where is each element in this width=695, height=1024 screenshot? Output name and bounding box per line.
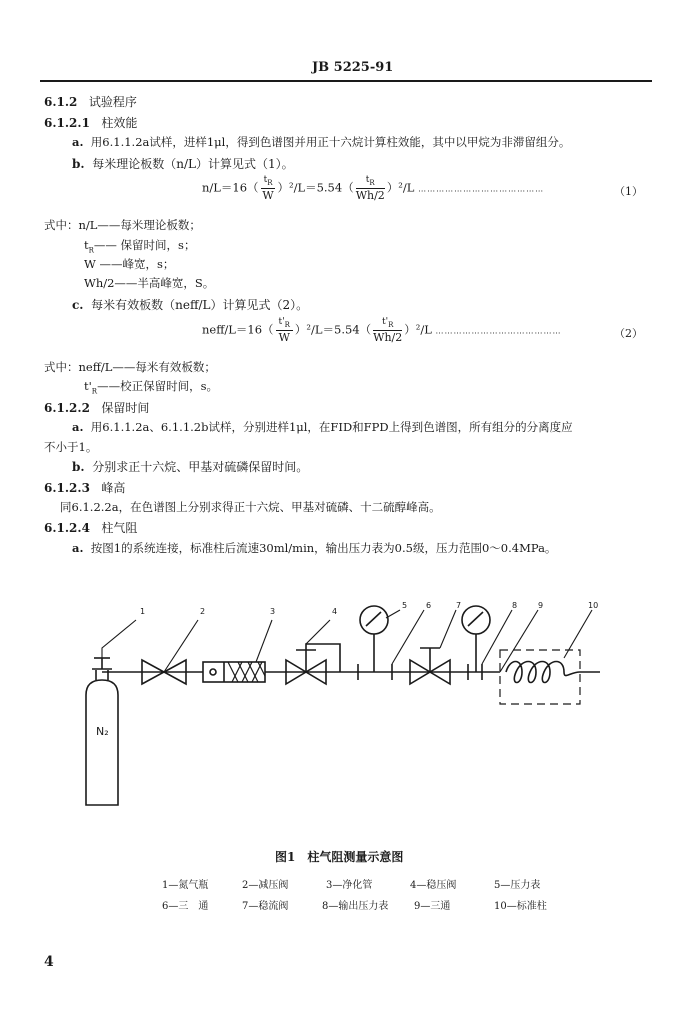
legend-item: 3—净化管: [326, 880, 373, 891]
legend-item: 5—压力表: [494, 880, 541, 891]
section-6-1-2-4: [44, 522, 137, 534]
legend-item: 4—稳压阀: [410, 880, 457, 891]
item-label: a.: [72, 135, 84, 149]
figure-1-schematic: [0, 590, 695, 850]
where-line-retention-time: $t_R——$ 保留时间，s；: [84, 238, 196, 255]
output-pressure-gauge-icon: [462, 606, 490, 672]
section-6-1-2-3: [44, 482, 125, 494]
equation-rhs: ）²/L: [404, 322, 432, 337]
figure-legend-row-1: [162, 881, 540, 891]
legend-item: 1—氮气瓶: [162, 880, 209, 891]
legend-item: 10—标准柱: [494, 901, 547, 912]
callout-2: 2: [200, 607, 206, 616]
equation-2: [202, 318, 562, 343]
section-title: 柱气阻: [101, 521, 138, 535]
section-6-1-2-2: [44, 402, 149, 414]
pressure-gauge-icon: [360, 606, 388, 672]
where-clause-2: [44, 362, 216, 374]
section-6-1-2: [44, 96, 137, 108]
section-title: 保留时间: [101, 401, 150, 415]
equation-lhs: n/L＝16（: [202, 180, 259, 195]
fraction-tr-over-wh2: $\frac{t_R}{Wh/2}$: [355, 175, 385, 202]
equation-1: [202, 176, 544, 201]
equation-rhs: ）²/L: [386, 180, 415, 195]
fraction-tr-prime-over-wh2: $\frac{t'_R}{Wh/2}$: [373, 317, 403, 344]
figure-caption: 图1 柱气阻测量示意图: [275, 850, 404, 864]
section-number: 6.1.2.4: [44, 521, 90, 535]
purification-tube-icon: [203, 662, 265, 682]
where-lead: 式中：neff/L——每米有效板数；: [44, 360, 216, 374]
item-text: 用6.1.1.2a、6.1.1.2b试样，分别进样1μl，在FID和FPD上得到色谱图，所有组分的分离度应: [90, 420, 573, 434]
fraction-tr-over-w: $\frac{t_R}{W}$: [262, 175, 274, 202]
callout-10: 10: [588, 601, 599, 610]
list-item-c-effective-plates: [72, 299, 308, 311]
cylinder-label: N₂: [96, 725, 109, 738]
where-lead: 式中：n/L——每米理论板数；: [44, 218, 201, 232]
page-number: 4: [44, 954, 54, 970]
callout-8: 8: [512, 601, 518, 610]
legend-item: 9—三通: [414, 901, 451, 912]
item-label: a.: [72, 541, 84, 555]
section-number: 6.1.2.3: [44, 481, 90, 495]
where-line-peak-width: W ——峰宽，s；: [84, 257, 175, 271]
section-title: 峰高: [101, 481, 126, 495]
item-label: b.: [72, 157, 85, 171]
document-code: JB 5225-91: [312, 60, 394, 75]
section-number: 6.1.2: [44, 95, 78, 109]
leader-dots: ……………………………………: [435, 326, 562, 336]
section-title: 试验程序: [88, 95, 137, 109]
section-number: 6.1.2.2: [44, 401, 90, 415]
callout-6: 6: [426, 601, 432, 610]
item-label: c.: [72, 298, 84, 312]
item-text: 按图1的系统连接，标准柱后流速30ml/min，输出压力表为0.5级，压力范围0～0.4MPa。: [90, 541, 557, 555]
pressure-stabilizing-valve-icon: [286, 644, 340, 684]
item-label: a.: [72, 420, 84, 434]
where-clause-1: [44, 220, 201, 232]
legend-item: 8—输出压力表: [322, 901, 389, 912]
equation-number-2: （2）: [614, 327, 643, 340]
list-item-b-retention-targets: [72, 461, 308, 473]
header-rule: [40, 80, 652, 82]
list-item-a-continuation: 不小于1。: [44, 440, 98, 454]
figure-legend-row-2: [162, 902, 547, 912]
item-text: 用6.1.1.2a试样，进样1μl，得到色谱图并用正十六烷计算柱效能，其中以甲烷为非滞留组分。: [90, 135, 571, 149]
equation-number-1: （1）: [614, 185, 643, 198]
leader-dots: ……………………………………: [418, 184, 545, 194]
equation-mid: ）²/L＝5.54（: [277, 180, 354, 195]
callout-1: 1: [140, 607, 146, 616]
callout-9: 9: [538, 601, 544, 610]
where-line-corrected-retention: $t'_R——$校正保留时间，s。: [84, 379, 218, 396]
legend-item: 2—减压阀: [242, 880, 289, 891]
legend-item: 6—三 通: [162, 901, 209, 912]
section-number: 6.1.2.1: [44, 116, 90, 130]
callout-3: 3: [270, 607, 276, 616]
section-title: 柱效能: [101, 116, 138, 130]
equation-lhs: neff/L＝16（: [202, 322, 274, 337]
equation-mid: ）²/L＝5.54（: [294, 322, 372, 337]
list-item-a-column-efficiency: [72, 137, 570, 149]
callout-5: 5: [402, 601, 408, 610]
list-item-b-theoretical-plates: [72, 158, 294, 170]
item-label: b.: [72, 460, 85, 474]
callout-7: 7: [456, 601, 462, 610]
item-text: 分别求正十六烷、甲基对硫磷保留时间。: [92, 460, 309, 474]
fraction-tr-prime-over-w: $\frac{t'_R}{W}$: [276, 318, 293, 343]
list-item-a-retention-time: [72, 422, 573, 434]
list-item-a-column-resistance: [72, 543, 556, 555]
flow-stabilizing-valve-icon: [410, 648, 450, 684]
paragraph-peak-height: 同6.1.2.2a，在色谱图上分别求得正十六烷、甲基对硫磷、十二硫醇峰高。: [60, 500, 441, 514]
item-text: 每米理论板数（n/L）计算见式（1）。: [92, 157, 294, 171]
where-line-half-height-width: Wh/2——半高峰宽，S。: [84, 276, 215, 290]
section-6-1-2-1: [44, 117, 137, 129]
legend-item: 7—稳流阀: [242, 901, 289, 912]
item-text: 每米有效板数（neff/L）计算见式（2）。: [91, 298, 309, 312]
callout-4: 4: [332, 607, 338, 616]
standard-column-icon: [500, 650, 580, 704]
